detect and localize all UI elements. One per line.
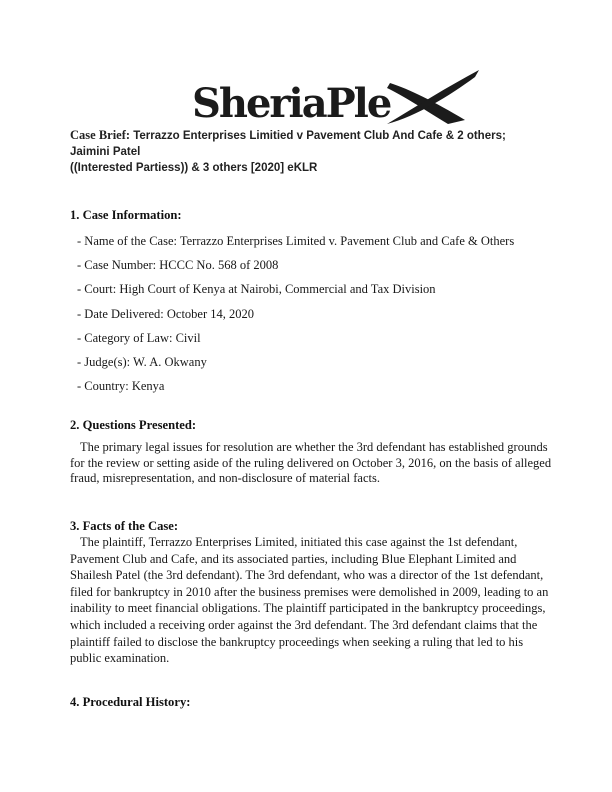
case-brief-title — [70, 127, 548, 176]
title-line1-rest: Terrazzo Enterprises Limitied v Pavement Club And Cafe & 2 others; Jaimini Patel — [70, 130, 506, 158]
text-line: - Country: Kenya — [77, 379, 165, 394]
text-line: public examination. — [70, 651, 170, 666]
section-heading-facts-of-the-case: 3. Facts of the Case: — [70, 519, 179, 533]
text-line: The plaintiff, Terrazzo Enterprises Limited, initiated this case against the 1st defendant, — [80, 535, 518, 549]
text-line: Pavement Club and Cafe, and its associated parties, including Blue Elephant Limited and — [70, 551, 517, 566]
text-line: plaintiff failed to disclose the bankruptcy proceedings when seeking a ruling that led to his — [70, 634, 524, 649]
text-line: - Court: High Court of Kenya at Nairobi, Commercial and Tax Division — [77, 282, 436, 297]
title-line-1 — [70, 127, 548, 160]
title-prefix: Case Brief: — [70, 128, 131, 142]
text-line: inability to meet financial obligations. The plaintiff participated in the bankruptcy proceedings, — [70, 601, 546, 616]
text-line: fraud, misrepresentation, and non-disclosure of material facts. — [70, 471, 380, 486]
questions-presented-paragraph — [70, 440, 550, 487]
text-line: - Case Number: HCCC No. 568 of 2008 — [77, 258, 279, 273]
logo-x-swoosh-icon — [387, 70, 479, 124]
text-line: The primary legal issues for resolution are whether the 3rd defendant has established grounds — [80, 440, 548, 454]
section-heading-case-information: 1. Case Information: — [70, 208, 182, 222]
title-line-2: ((Interested Partiess)) & 3 others [2020] eKLR — [70, 162, 318, 174]
text-line: which included a receiving order against the 3rd defendant. The 3rd defendant claims that the — [70, 617, 538, 632]
text-line: for the review or setting aside of the ruling delivered on October 3, 2016, on the basis of alleged — [70, 455, 552, 470]
text-line: filed for bankruptcy in 2010 after the business premises were demolished in 2009, leading to an — [70, 584, 549, 599]
logo-wordmark: SheriaPle — [192, 80, 391, 127]
text-line: Shailesh Patel (the 3rd defendant). The 3rd defendant, who was a director of the 1st defendant, — [70, 568, 544, 583]
text-line: - Judge(s): W. A. Okwany — [77, 354, 207, 369]
text-line: - Date Delivered: October 14, 2020 — [77, 306, 255, 321]
section-heading-questions-presented: 2. Questions Presented: — [70, 418, 197, 432]
text-line: - Category of Law: Civil — [77, 330, 201, 345]
case-information-list — [77, 234, 547, 403]
section-heading-procedural-history: 4. Procedural History: — [70, 695, 191, 709]
text-line: - Name of the Case: Terrazzo Enterprises Limited v. Pavement Club and Cafe & Others — [77, 234, 515, 248]
sheriaplex-logo — [192, 70, 479, 127]
facts-of-the-case-paragraph — [70, 534, 550, 667]
